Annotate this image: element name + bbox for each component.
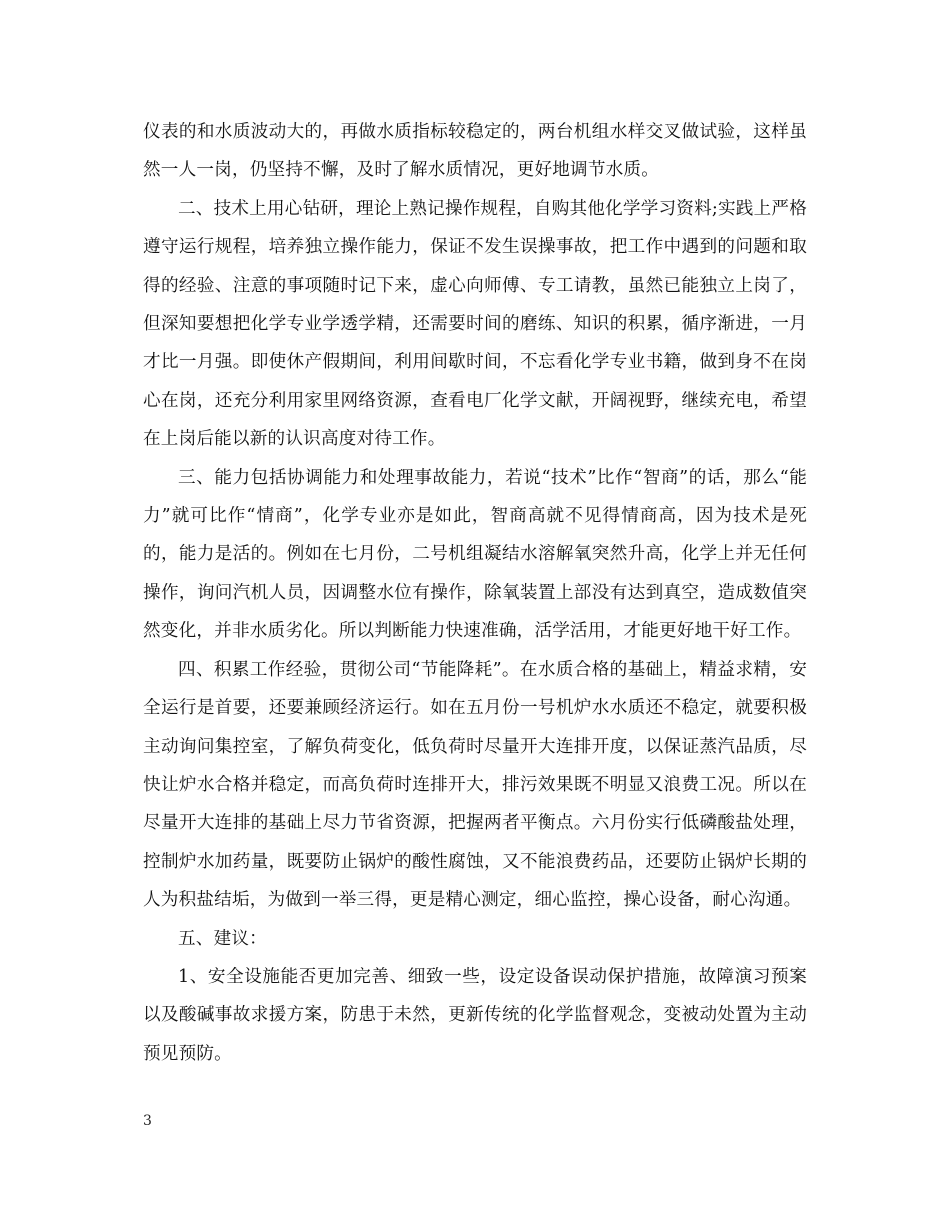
- paragraph-suggestion-1: 1、安全设施能否更加完善、细致一些，设定设备误动保护措施，故障演习预案以及酸碱事故求援方案，防患于未然，更新传统的化学监督观念，变被动处置为主动预见预防。: [143, 966, 807, 1064]
- paragraph-work-experience: 四、积累工作经验，贯彻公司“节能降耗”。在水质合格的基础上，精益求精，安全运行是首要，还要兼顾经济运行。如在五月份一号机炉水水质还不稳定，就要积极主动询问集控室，了解负荷变化，低负荷时尽量开大连排开度，以保证蒸汽品质，尽快让炉水合格并稳定，而高负荷时连排开大，排污效果既不明显又浪费工况。所以在尽量开大连排的基础上尽力节省资源，把握两者平衡点。六月份实行低磷酸盐处理，控制炉水加药量，既要防止锅炉的酸性腐蚀，又不能浪费药品，还要防止锅炉长期的人为积盐结垢，为做到一举三得，更是精心测定，细心监控，操心设备，耐心沟通。: [143, 659, 807, 911]
- paragraph-suggestions-heading: 五、建议：: [178, 928, 267, 949]
- paragraph-continuation: 仪表的和水质波动大的，再做水质指标较稳定的，两台机组水样交叉做试验，这样虽然一人一岗，仍坚持不懈，及时了解水质情况，更好地调节水质。: [143, 122, 807, 181]
- page-number: 3: [143, 1113, 152, 1129]
- paragraph-technical-study: 二、技术上用心钻研，理论上熟记操作规程，自购其他化学学习资料;实践上严格遵守运行规程，培养独立操作能力，保证不发生误操事故，把工作中遇到的问题和取得的经验、注意的事项随时记下来，虚心向师傅、专工请教，虽然已能独立上岗了，但深知要想把化学专业学透学精，还需要时间的磨练、知识的积累，循序渐进，一月才比一月强。即使休产假期间，利用间歇时间，不忘看化学专业书籍，做到身不在岗心在岗，还充分利用家里网络资源，查看电厂化学文献，开阔视野，继续充电，希望在上岗后能以新的认识高度对待工作。: [143, 198, 807, 450]
- document-body: [143, 113, 807, 1073]
- paragraph-ability: 三、能力包括协调能力和处理事故能力，若说“技术”比作“智商”的话，那么“能力”就可比作“情商”，化学专业亦是如此，智商高就不见得情商高，因为技术是死的，能力是活的。例如在七月份，二号机组凝结水溶解氧突然升高，化学上并无任何操作，询问汽机人员，因调整水位有操作，除氧装置上部没有达到真空，造成数值突然变化，并非水质劣化。所以判断能力快速准确，活学活用，才能更好地干好工作。: [143, 467, 807, 642]
